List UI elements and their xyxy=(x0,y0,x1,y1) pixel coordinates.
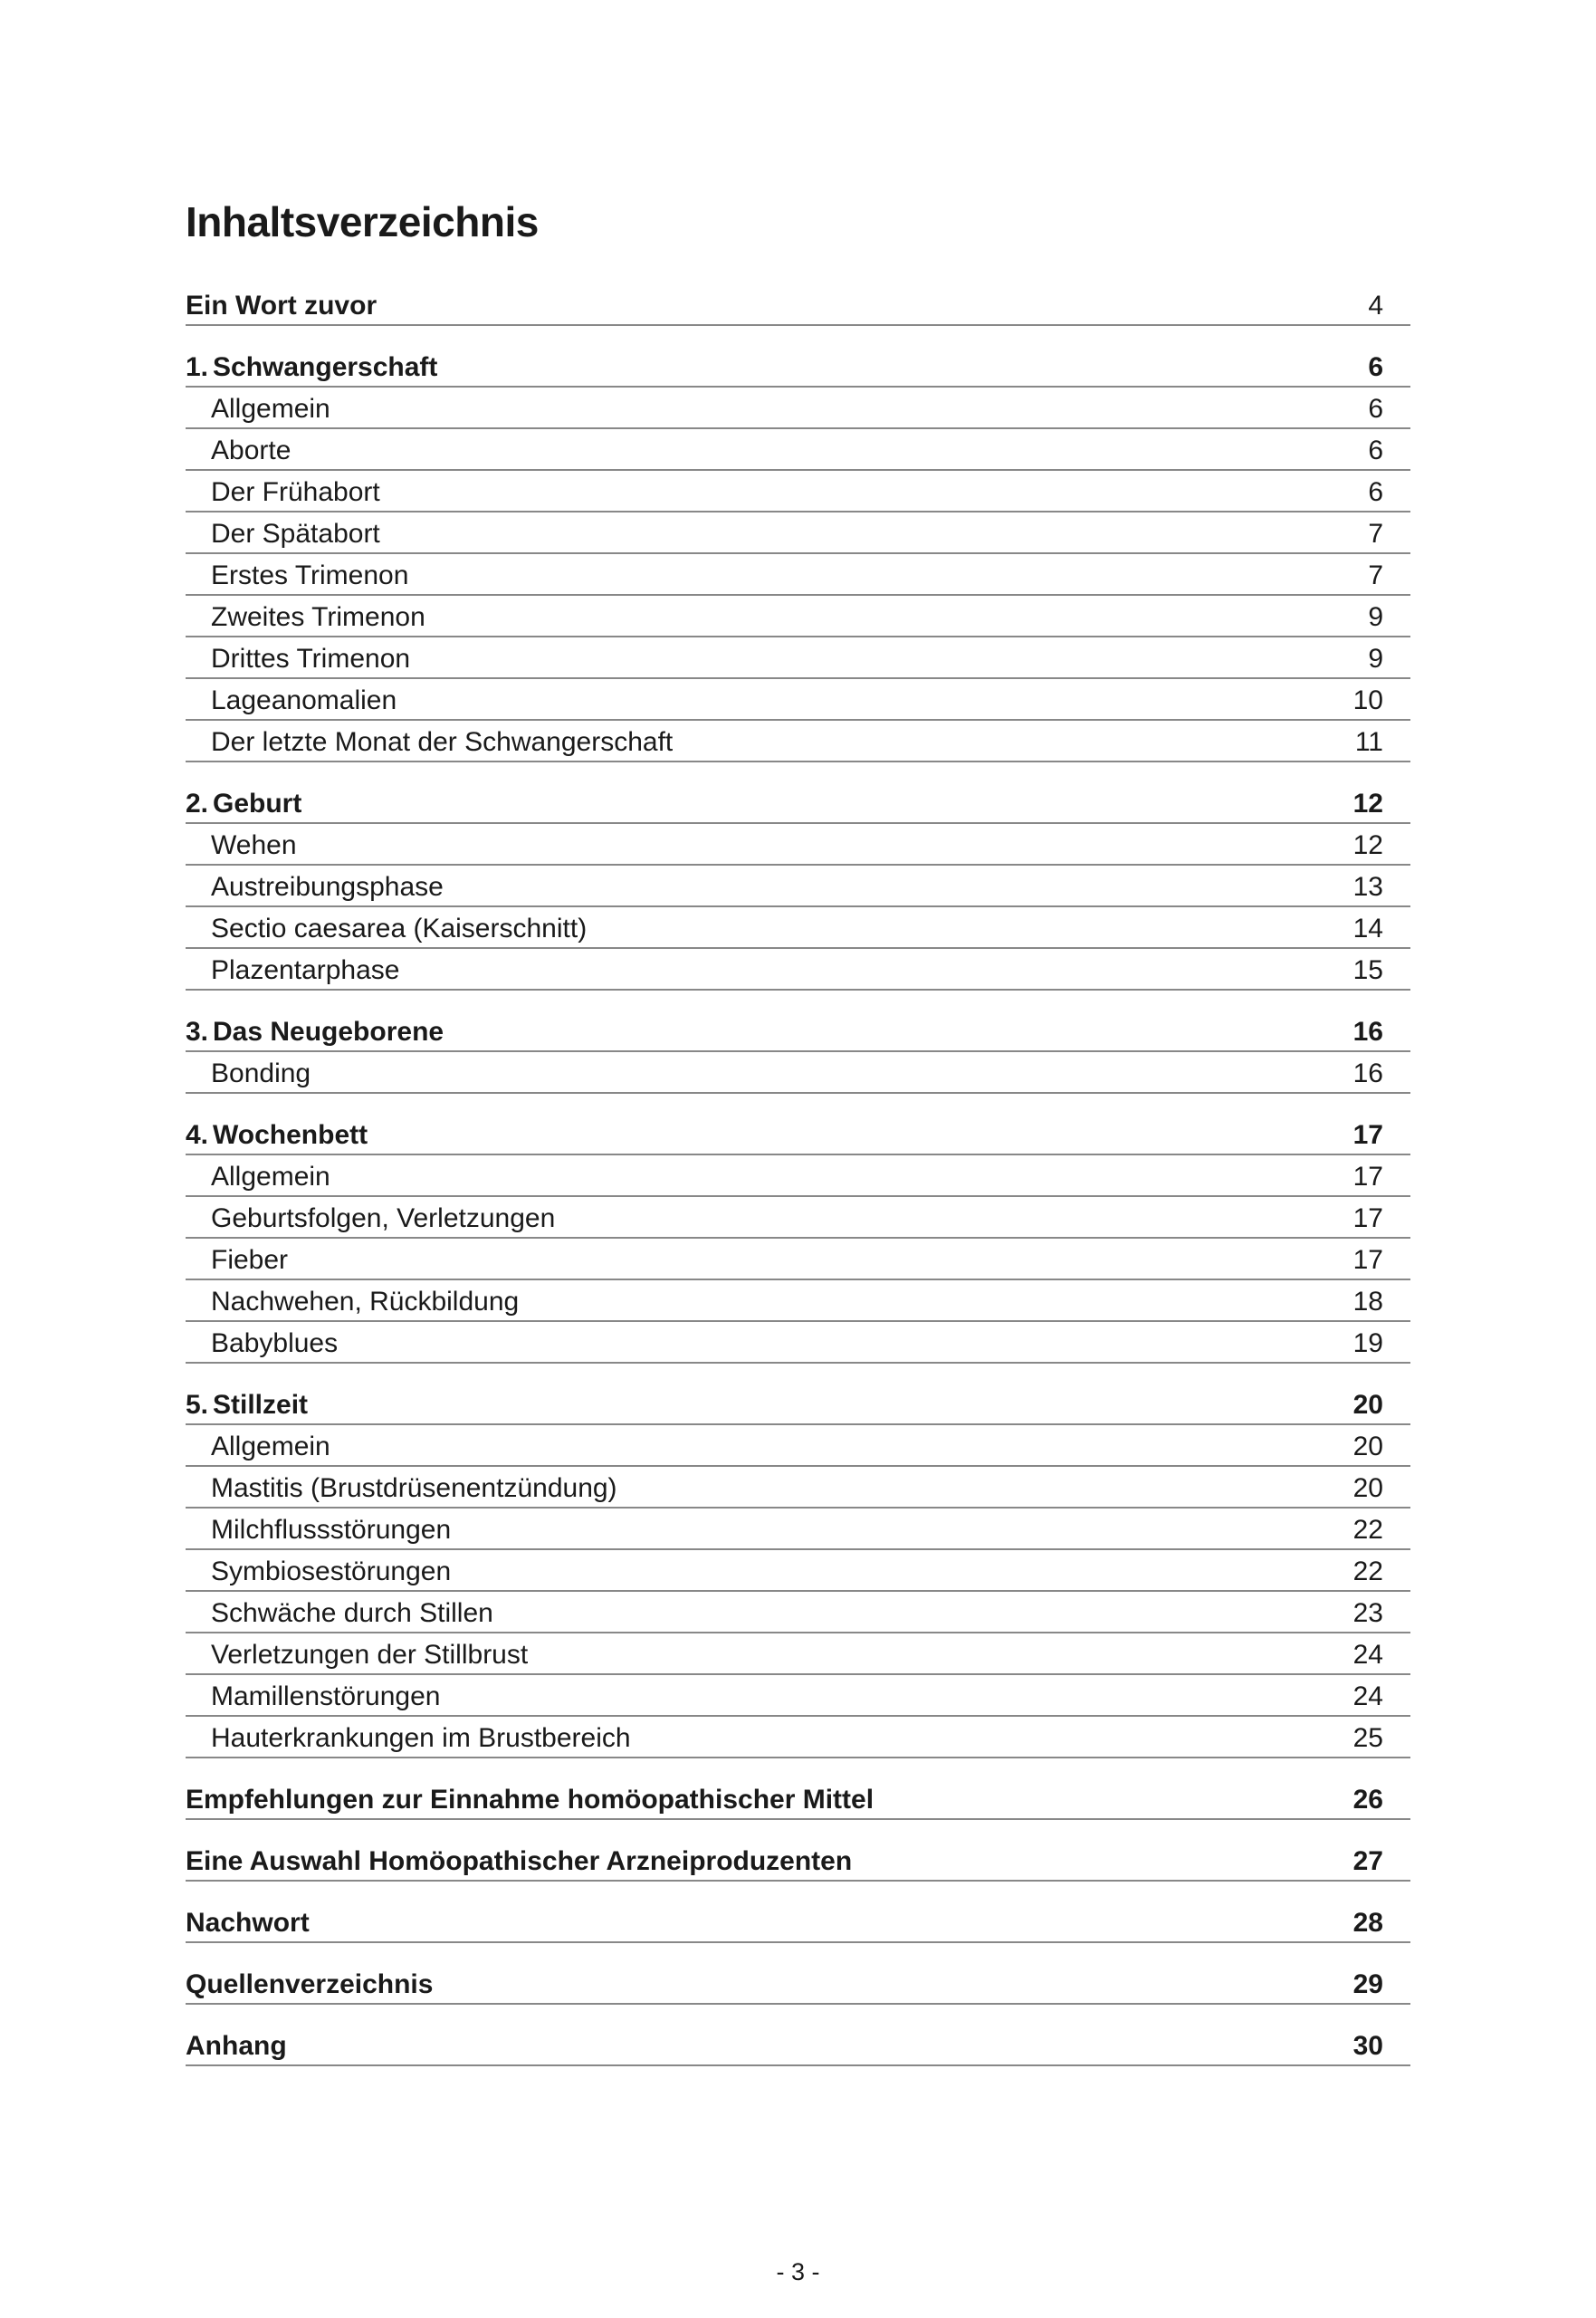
toc-heading-row xyxy=(186,1114,1410,1155)
toc-page-number: 12 xyxy=(1352,830,1383,860)
toc-item-row xyxy=(186,1717,1410,1758)
toc-item-row xyxy=(186,866,1410,907)
toc-page-number: 9 xyxy=(1368,644,1383,674)
table-of-contents xyxy=(186,284,1410,2066)
toc-item-row xyxy=(186,721,1410,762)
toc-item-label-wrap xyxy=(186,1725,631,1752)
toc-item-label: Wehen xyxy=(211,830,297,860)
toc-item-row xyxy=(186,1675,1410,1717)
toc-item-row xyxy=(186,637,1410,679)
toc-item-label: Aborte xyxy=(211,436,291,465)
toc-page-number: 7 xyxy=(1368,519,1383,549)
toc-item-row xyxy=(186,1197,1410,1239)
toc-item-label-wrap xyxy=(186,1288,519,1316)
toc-heading-row xyxy=(186,782,1410,824)
toc-item-label-wrap xyxy=(186,729,673,756)
toc-item-row xyxy=(186,596,1410,637)
toc-item-label: Symbiosestörungen xyxy=(211,1557,452,1586)
toc-item-label-wrap xyxy=(186,437,291,465)
toc-section-number: 2. xyxy=(186,789,209,819)
toc-heading-row xyxy=(186,2025,1410,2066)
toc-item-label: Nachwehen, Rückbildung xyxy=(211,1287,520,1317)
toc-item-row xyxy=(186,824,1410,866)
toc-item-label: Erstes Trimenon xyxy=(211,560,409,590)
toc-heading-label: Empfehlungen zur Einnahme homöopathischer Mittel xyxy=(186,1785,874,1815)
toc-item-label: Drittes Trimenon xyxy=(211,644,411,674)
toc-section xyxy=(186,782,1410,991)
toc-item-label-wrap xyxy=(186,832,297,859)
toc-page-number: 7 xyxy=(1368,560,1383,590)
toc-heading-row xyxy=(186,1778,1410,1820)
toc-page-number: 17 xyxy=(1352,1203,1383,1233)
toc-page-number: 10 xyxy=(1352,685,1383,715)
toc-page-number: 14 xyxy=(1352,914,1383,943)
toc-item-label-wrap xyxy=(186,1600,493,1627)
toc-item-row xyxy=(186,512,1410,554)
toc-heading-row xyxy=(186,1963,1410,2005)
toc-page-number: 24 xyxy=(1352,1640,1383,1670)
toc-heading-label-wrap xyxy=(186,1786,874,1814)
toc-item-label-wrap xyxy=(186,1558,451,1585)
toc-item-row xyxy=(186,429,1410,471)
toc-item-row xyxy=(186,679,1410,721)
toc-page-number: 6 xyxy=(1368,477,1383,507)
toc-item-row xyxy=(186,1425,1410,1467)
toc-item-row xyxy=(186,1509,1410,1550)
toc-item-label: Mastitis (Brustdrüsenentzündung) xyxy=(211,1473,617,1503)
toc-heading-row xyxy=(186,1384,1410,1425)
toc-page-number: 23 xyxy=(1352,1598,1383,1628)
toc-item-row xyxy=(186,388,1410,429)
toc-heading-row xyxy=(186,1011,1410,1052)
page-number-footer: - 3 - xyxy=(776,2258,820,2285)
toc-heading-label: Quellenverzeichnis xyxy=(186,1969,434,1999)
toc-item-label: Mamillenstörungen xyxy=(211,1681,441,1711)
toc-item-label-wrap xyxy=(186,1060,311,1087)
toc-heading-label-wrap xyxy=(186,1848,852,1875)
toc-page-number: 17 xyxy=(1352,1245,1383,1275)
toc-item-label: Verletzungen der Stillbrust xyxy=(211,1640,529,1670)
toc-item-label: Allgemein xyxy=(211,1162,330,1192)
toc-item-label-wrap xyxy=(186,1683,440,1710)
toc-heading-label: Nachwort xyxy=(186,1908,310,1938)
toc-heading-label: Ein Wort zuvor xyxy=(186,291,377,321)
toc-item-row xyxy=(186,1467,1410,1509)
toc-section xyxy=(186,1840,1410,1882)
toc-item-label-wrap xyxy=(186,915,587,943)
toc-item-label-wrap xyxy=(186,1247,288,1274)
toc-item-label-wrap xyxy=(186,1642,528,1669)
toc-item-label: Der letzte Monat der Schwangerschaft xyxy=(211,727,674,757)
toc-item-label: Sectio caesarea (Kaiserschnitt) xyxy=(211,914,588,943)
toc-section xyxy=(186,1778,1410,1820)
toc-item-label-wrap xyxy=(186,1475,617,1502)
toc-item-row xyxy=(186,1052,1410,1094)
toc-page-number: 19 xyxy=(1352,1328,1383,1358)
toc-item-label: Fieber xyxy=(211,1245,289,1275)
toc-page-number: 6 xyxy=(1368,352,1383,382)
toc-heading-label-wrap xyxy=(186,1971,433,1998)
toc-item-label-wrap xyxy=(186,562,408,589)
toc-heading-label: Wochenbett xyxy=(213,1120,368,1150)
toc-section xyxy=(186,1384,1410,1758)
toc-page-number: 16 xyxy=(1352,1017,1383,1047)
toc-page-number: 20 xyxy=(1352,1473,1383,1503)
toc-page-number: 13 xyxy=(1352,872,1383,902)
toc-item-label: Milchflussstörungen xyxy=(211,1515,452,1545)
toc-page-number: 20 xyxy=(1352,1432,1383,1461)
toc-item-label-wrap xyxy=(186,1205,555,1232)
toc-item-label: Allgemein xyxy=(211,1432,330,1461)
toc-heading-label-wrap xyxy=(186,1392,308,1419)
toc-section-number: 5. xyxy=(186,1390,209,1420)
toc-page-number: 25 xyxy=(1352,1723,1383,1753)
toc-heading-label: Eine Auswahl Homöopathischer Arzneiproduzenten xyxy=(186,1846,853,1876)
toc-item-row xyxy=(186,471,1410,512)
toc-item-label: Schwäche durch Stillen xyxy=(211,1598,493,1628)
toc-section xyxy=(186,284,1410,326)
toc-page-number: 18 xyxy=(1352,1287,1383,1317)
toc-section-number: 1. xyxy=(186,352,209,382)
toc-section xyxy=(186,1901,1410,1943)
toc-page-number: 6 xyxy=(1368,394,1383,424)
toc-item-label-wrap xyxy=(186,957,399,984)
toc-heading-label-wrap xyxy=(186,790,301,818)
toc-item-label: Allgemein xyxy=(211,394,330,424)
toc-section xyxy=(186,346,1410,762)
toc-page-number: 17 xyxy=(1352,1162,1383,1192)
toc-item-label-wrap xyxy=(186,1330,338,1357)
toc-page-number: 16 xyxy=(1352,1058,1383,1088)
toc-heading-label-wrap xyxy=(186,1019,444,1046)
toc-page-number: 28 xyxy=(1352,1908,1383,1938)
toc-item-label: Hauterkrankungen im Brustbereich xyxy=(211,1723,631,1753)
toc-page-number: 30 xyxy=(1352,2031,1383,2061)
toc-item-label-wrap xyxy=(186,687,397,714)
toc-item-label-wrap xyxy=(186,396,330,423)
toc-heading-row xyxy=(186,284,1410,326)
toc-page-number: 26 xyxy=(1352,1785,1383,1815)
toc-page-number: 4 xyxy=(1368,291,1383,321)
toc-item-label: Lageanomalien xyxy=(211,685,397,715)
toc-heading-label-wrap xyxy=(186,1910,310,1937)
toc-page-number: 6 xyxy=(1368,436,1383,465)
toc-item-label: Geburtsfolgen, Verletzungen xyxy=(211,1203,556,1233)
toc-page-number: 12 xyxy=(1352,789,1383,819)
toc-item-label: Zweites Trimenon xyxy=(211,602,425,632)
toc-heading-label: Geburt xyxy=(213,789,302,819)
toc-page-number: 15 xyxy=(1352,955,1383,985)
toc-item-label-wrap xyxy=(186,1517,451,1544)
toc-section xyxy=(186,1963,1410,2005)
toc-page-number: 22 xyxy=(1352,1515,1383,1545)
toc-heading-label-wrap xyxy=(186,354,437,381)
toc-item-label-wrap xyxy=(186,646,410,673)
toc-item-row xyxy=(186,1322,1410,1364)
toc-heading-label: Schwangerschaft xyxy=(213,352,438,382)
toc-heading-label-wrap xyxy=(186,292,377,320)
toc-item-label: Plazentarphase xyxy=(211,955,400,985)
toc-item-label-wrap xyxy=(186,521,380,548)
toc-heading-row xyxy=(186,1840,1410,1882)
toc-heading-label: Das Neugeborene xyxy=(213,1017,444,1047)
toc-item-label-wrap xyxy=(186,479,380,506)
toc-page-number: 27 xyxy=(1352,1846,1383,1876)
toc-item-label-wrap xyxy=(186,1164,330,1191)
toc-item-row xyxy=(186,554,1410,596)
toc-item-row xyxy=(186,949,1410,991)
toc-item-row xyxy=(186,1280,1410,1322)
toc-item-label-wrap xyxy=(186,1433,330,1461)
toc-heading-label: Stillzeit xyxy=(213,1390,309,1420)
toc-page-number: 9 xyxy=(1368,602,1383,632)
toc-item-row xyxy=(186,907,1410,949)
toc-section xyxy=(186,1114,1410,1364)
toc-item-label-wrap xyxy=(186,604,425,631)
toc-section-number: 4. xyxy=(186,1120,209,1150)
toc-item-label: Bonding xyxy=(211,1058,311,1088)
toc-section xyxy=(186,1011,1410,1094)
toc-page-number: 24 xyxy=(1352,1681,1383,1711)
toc-heading-label-wrap xyxy=(186,1122,368,1149)
toc-item-label: Der Frühabort xyxy=(211,477,380,507)
toc-item-row xyxy=(186,1633,1410,1675)
toc-section xyxy=(186,2025,1410,2066)
toc-section-number: 3. xyxy=(186,1017,209,1047)
toc-page-number: 17 xyxy=(1352,1120,1383,1150)
toc-page-number: 20 xyxy=(1352,1390,1383,1420)
toc-heading-label: Anhang xyxy=(186,2031,287,2061)
toc-heading-row xyxy=(186,1901,1410,1943)
toc-item-label-wrap xyxy=(186,874,444,901)
page-title: Inhaltsverzeichnis xyxy=(186,198,539,245)
toc-heading-label-wrap xyxy=(186,2033,287,2060)
toc-item-label: Der Spätabort xyxy=(211,519,380,549)
toc-page-number: 22 xyxy=(1352,1557,1383,1586)
toc-heading-row xyxy=(186,346,1410,388)
toc-item-label: Austreibungsphase xyxy=(211,872,444,902)
toc-item-row xyxy=(186,1550,1410,1592)
toc-page-number: 11 xyxy=(1354,727,1383,757)
toc-item-label: Babyblues xyxy=(211,1328,339,1358)
toc-item-row xyxy=(186,1155,1410,1197)
toc-item-row xyxy=(186,1592,1410,1633)
toc-page-number: 29 xyxy=(1352,1969,1383,1999)
toc-item-row xyxy=(186,1239,1410,1280)
